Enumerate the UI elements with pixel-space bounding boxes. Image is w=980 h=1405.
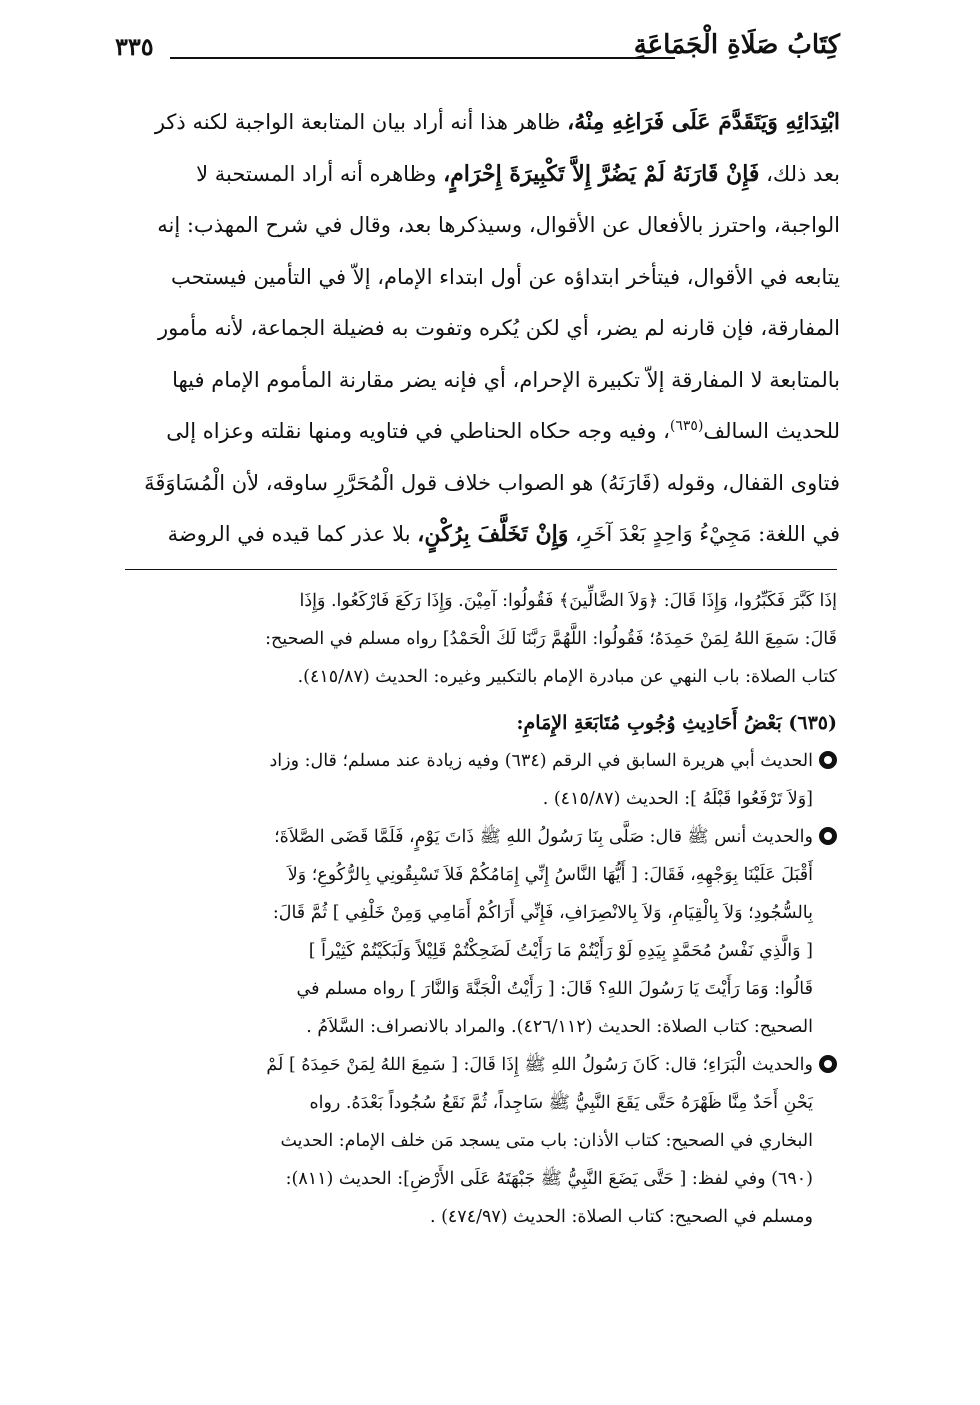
main-line: للحديث السالف$^{(٦٣٥)}$، وفيه وجه حكاه الحناطي في فتاويه ومنها نقلته وعزاه إلى	[166, 418, 840, 443]
main-line: بعد ذلك، فَإِنْ قَارَنَهُ لَمْ يَضُرَّ إِلاَّ تَكْبِيرَةَ إِحْرَامٍ، وظاهره أنه أراد المستحبة لا	[196, 160, 840, 187]
footnote-reference[interactable]: (٦٣٥)	[669, 418, 704, 434]
footnote-divider	[125, 569, 837, 570]
footnote-entry: الحديث أبي هريرة السابق في الرقم (٦٣٤) وفيه زيادة عند مسلم؛ قال: وزاد [وَلاَ تَرْفَعُوا قَبْلَهُ ]: الحديث (٤١٥/٨٧) .	[175, 742, 837, 818]
chapter-title: كِتَابُ صَلَاةِ الْجَمَاعَةِ	[633, 30, 840, 60]
main-line: بالمتابعة لا المفارقة إلاّ تكبيرة الإحرام، أي فإنه يضر مقارنة المأموم الإمام فيها	[172, 367, 840, 392]
footnote-continuation-line: إذَا كَبَّرَ فَكَبِّرُوا، وَإِذَا قَالَ: ﴿وَلاَ الضَّالِّينَ﴾ فَقُولُوا: آمِيْنَ. وَإِذَا رَكَعَ فَارْكَعُوا. وَإِذَا	[299, 591, 837, 611]
bullet-icon	[819, 827, 837, 845]
main-text	[130, 97, 840, 561]
footnote-continuation-line: كتاب الصلاة: باب النهي عن مبادرة الإمام بالتكبير وغيره: الحديث (٤١٥/٨٧).	[297, 667, 837, 687]
main-line: يتابعه في الأقوال، فيتأخر ابتداؤه عن أول ابتداء الإمام، إلاّ في التأمين فيستحب	[171, 264, 840, 289]
bullet-icon	[819, 1055, 837, 1073]
footnote-heading: (٦٣٥) بَعْضُ أَحَادِيثِ وُجُوبِ مُتَابَعَةِ الإِمَامِ:	[516, 712, 837, 734]
main-line: في اللغة: مَجِيْءُ وَاحِدٍ بَعْدَ آخَرِ، وَإِنْ تَخَلَّفَ بِرُكْنٍ، بلا عذر كما قيده في الروضة	[167, 521, 840, 547]
header-rule	[170, 57, 675, 59]
footnote-continuation-line: قَالَ: سَمِعَ اللهُ لِمَنْ حَمِدَهُ؛ فَقُولُوا: اللَّهُمَّ رَبَّنَا لَكَ الْحَمْدُ] رواه مسلم في الصحيح:	[265, 629, 837, 649]
page-header	[115, 30, 840, 66]
main-line: الواجبة، واحترز بالأفعال عن الأقوال، وسيذكرها بعد، وقال في شرح المهذب: إنه	[157, 213, 840, 237]
bullet-icon	[819, 751, 837, 769]
footnote-entry: والحديث أنس ﷺ قال: صَلَّى بِنَا رَسُولُ اللهِ ﷺ ذَاتَ يَوْمٍ، فَلَمَّا قَضَى الصَّلاَةَ؛ أَقْبَلَ عَلَيْنَا بِوَجْهِهِ، فَقَالَ: [ أَيُّهَا النَّاسُ إِنِّي إِمَامُكُمْ فَلاَ تَسْبِقُونِي بِالرُّكُوعِ؛ وَلاَ بِالسُّجُودِ؛ وَلاَ بِالْقِيَامِ، وَلاَ بِالانْصِرَافِ، فَإِنِّي أَرَاكُمْ أَمَامِي وَمِنْ خَلْفِي ] ثُمَّ قَالَ: [ وَالَّذِي نَفْسُ مُحَمَّدٍ بِيَدِهِ لَوْ رَأَيْتُمْ مَا رَأَيْتُ لَضَحِكْتُمْ قَلِيْلاً وَلَبَكَيْتُمْ كَثِيْراً ] قَالُوا: وَمَا رَأَيْتَ يَا رَسُولَ اللهِ؟ قَالَ: [ رَأَيْتُ الْجَنَّةَ وَالنَّارَ ] رواه مسلم في الصحيح: كتاب الصلاة: الحديث (٤٢٦/١١٢). والمراد بالانصراف: السَّلاَمُ .	[175, 818, 837, 1046]
main-line: فتاوى القفال، وقوله (قَارَنَهُ) هو الصواب خلاف قول الْمُحَرَّرِ ساوقه، لأن الْمُسَاوَقَةَ	[144, 470, 840, 495]
main-line: ابْتِدَائِهِ وَيَتَقَدَّمَ عَلَى فَرَاغِهِ مِنْهُ، ظاهر هذا أنه أراد بيان المتابعة الواجبة لكنه ذكر	[154, 109, 840, 135]
page-number: ٣٣٥	[115, 32, 154, 61]
footnotes	[175, 582, 837, 1236]
main-line: المفارقة، فإن قارنه لم يضر، أي لكن يُكره وتفوت به فضيلة الجماعة، لأنه مأمور	[158, 316, 840, 340]
footnote-entry: والحديث الْبَرَاءِ؛ قال: كَانَ رَسُولُ اللهِ ﷺ إِذَا قَالَ: [ سَمِعَ اللهُ لِمَنْ حَمِدَهُ ] لَمْ يَحْنِ أَحَدٌ مِنَّا ظَهْرَهُ حَتَّى يَقَعَ النَّبِيُّ ﷺ سَاجِداً، ثُمَّ نَقَعُ سُجُوداً بَعْدَهُ. رواه البخاري في الصحيح: كتاب الأذان: باب متى يسجد مَن خلف الإمام: الحديث (٦٩٠) وفي لفظ: [ حَتَّى يَضَعَ النَّبِيُّ ﷺ جَبْهَتَهُ عَلَى الأَرْضِ]: الحديث (٨١١): ومسلم في الصحيح: كتاب الصلاة: الحديث (٤٧٤/٩٧) .	[175, 1046, 837, 1236]
